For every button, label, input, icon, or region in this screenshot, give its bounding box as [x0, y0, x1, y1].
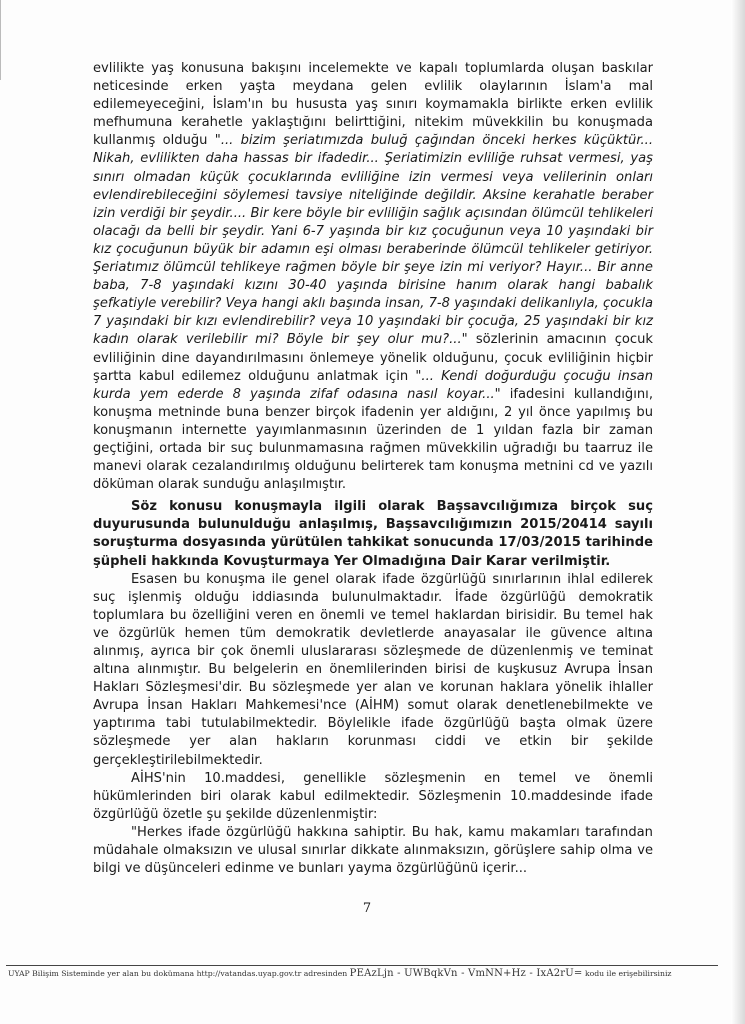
paragraph-1-text-b: " sözlerinin amacının çocuk evliliğinin dine dayandırılmasını önlemeye yönelik olduğunu, çocuk evliliğinin hiçbir şartta kabul edilemez olduğunu anlatmak için "	[93, 332, 653, 384]
footer-tail: kodu ile erişebilirsiniz	[584, 969, 672, 978]
page-corner-edge	[0, 0, 25, 80]
paragraph-4: AİHS'nin 10.maddesi, genellikle sözleşmenin en temel ve önemli hükümlerinden biri olarak kabul edilmektedir. Sözleşmenin 10.maddesinde ifade özgürlüğü özetle şu şekilde düzenlenmiştir:	[93, 770, 653, 822]
paragraph-5-quote: "Herkes ifade özgürlüğü hakkına sahiptir. Bu hak, kamu makamları tarafından müdahale olmaksızın ve ulusal sınırlar dikkate alınmaksızın, görüşlere sahip olma ve bilgi ve düşünceleri edinme ve bunları yayma özgürlüğünü içerir...	[93, 824, 653, 877]
paragraph-1-text-c: " ifadesini kullandığını, konuşma metninde buna benzer birçok ifadenin yer aldığını, 2 yıl önce yapılmış bu konuşmanın internette yayımlanmasının üzerinden de 1 yıldan fazla bir zaman geçtiğini, ortada bir suç bulunmamasına rağmen müvekkilin uğradığı bu taarruz ile manevi olarak cezalandırılmış olduğunu belirterek tam konuşma metnini cd ve yazılı döküman olarak sunduğu anlaşılmıştır.	[93, 386, 653, 493]
scan-edge-shadow	[731, 0, 745, 1024]
paragraph-1-quote-a: ... bizim şeriatımızda buluğ çağından önceki herkes küçüktür... Nikah, evlilikten daha hassas bir ifadedir... Şeriatimizin evliliğe ruhsat vermesi, yaş sınırı olmadan küçük çocuklarında evliliğine izin vermesi veya velilerinin onları evlendirebileceğini söylemesi tavsiye niteliğinde değildir. Aksine kerahatle beraber izin verdiği bir şeydir.... Bir kere böyle bir evliliğin sağlık açısından ölümcül tehlikeleri olacağı da belli bir şeydir. Yani 6-7 yaşında bir kız çocuğunun veya 10 yaşındaki bir kız çocuğunun büyük bir adamın eşi olması beraberinde ölümcül tehlikeler getiriyor. Şeriatımız ölümcül tehlikeye rağmen böyle bir şeye izin mi veriyor? Hayır... Bir anne baba, 7-8 yaşındaki kızını 30-40 yaşında birisine hanım olarak hangi babalık şefkatiyle verebilir? Veya hangi aklı başında insan, 7-8 yaşındaki delikanlıyla, çocukla 7 yaşındaki bir kızı evlendirebilir? veya 10 yaşındaki bir çocuğa, 25 yaşındaki bir kız kadın olarak verilebilir mi? Böyle bir şey olur mu?...	[93, 133, 653, 348]
footer-access-code: PEAzLjn - UWBqkVn - VmNN+Hz - IxA2rU=	[349, 968, 583, 979]
paragraph-1-quote-b: ... Kendi doğurduğu çocuğu insan kurda yem ederde 8 yaşında zifaf odasına nasıl koyar...	[93, 368, 653, 402]
paragraph-2-bold: Söz konusu konuşmayla ilgili olarak Başsavcılığımıza birçok suç duyurusunda bulunulduğu anlaşılmış, Başsavcılığımızın 2015/20414 sayılı soruşturma dosyasında yürütülen tahkikat sonucunda 17/03/2015 tarihinde şüpheli hakkında Kovuşturmaya Yer Olmadığına Dair Karar verilmiştir.	[93, 499, 653, 569]
paragraph-1	[93, 60, 653, 494]
paragraph-3: Esasen bu konuşma ile genel olarak ifade özgürlüğü sınırlarının ihlal edilerek suç işlenmiş olduğu iddiasında bulunulmaktadır. İfade özgürlüğü demokratik toplumlara bu özelliğini veren en önemli ve temel haklardan birisidir. Bu temel hak ve özgürlük hemen tüm demokratik devletlerde anayasalar ile güvence altına alınmış, ayrıca bir çok önemli uluslararası sözleşmede de düzenlenmiş ve teminat altına alınmıştır. Bu belgelerin en önemlilerinden birisi de kuşkusuz Avrupa İnsan Hakları Sözleşmesi'dir. Bu sözleşmede yer alan ve korunan haklara yönelik ihlaller Avrupa İnsan Hakları Mahkemesi'nce (AİHM) somut olarak denetlenebilmekte ve yaptırıma tabi tutulabilmektedir. Böylelikle ifade özgürlüğü başta olmak üzere sözleşmede yer alan hakların korunması ciddi ve etkin bir şekilde gerçekleştirilebilmektedir.	[93, 571, 653, 768]
page-number: 7	[362, 901, 372, 916]
footer-divider	[6, 965, 718, 966]
uyap-footer	[8, 968, 720, 979]
document-body	[93, 60, 653, 878]
footer-note: UYAP Bilişim Sisteminde yer alan bu dokümana http://vatandas.uyap.gov.tr adresinden	[8, 969, 348, 978]
paragraph-1-text-a: evlilikte yaş konusuna bakışını incelemekte ve kapalı toplumlarda oluşan baskılar neticesinde erken yaşta meydana gelen evlilik olaylarının İslam'a mal edilemeyeceğini, İslam'ın bu hususta yaş sınırı koymamakla birlikte erken evlilik mefhumuna kerahetle yaklaştığını belirttiğini, nitekim müvekkilin bu konuşmada kullanmış olduğu "	[93, 61, 653, 149]
